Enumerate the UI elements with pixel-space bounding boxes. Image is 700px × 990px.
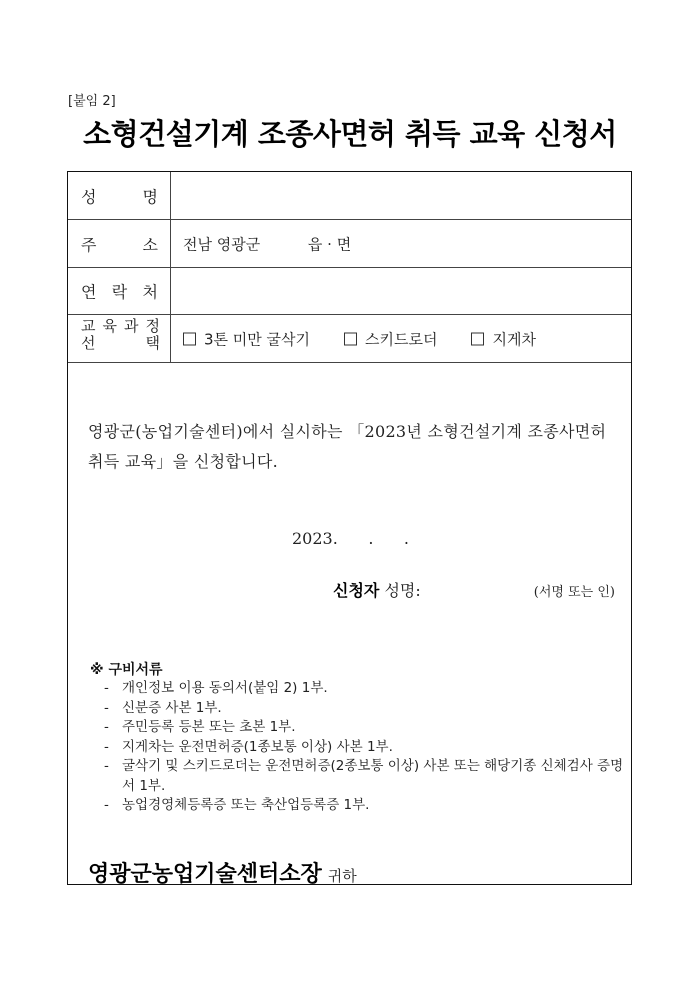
name-label <box>68 172 171 219</box>
list-item <box>104 796 631 816</box>
option-label: 3톤 미만 굴삭기 <box>204 330 311 348</box>
label-char: 성 <box>81 187 97 206</box>
document-item: 농업경영체등록증 또는 축산업등록증 1부. <box>122 797 370 813</box>
address-field[interactable]: 전남 영광군 읍 · 면 <box>183 235 352 253</box>
label-char: 연 <box>81 282 97 302</box>
document-item: 지게차는 운전면허증(1종보통 이상) 사본 1부. <box>122 738 393 755</box>
recipient-suffix: 귀하 <box>327 867 357 885</box>
label-char: 과 <box>124 317 139 335</box>
dash-bullet: - <box>104 738 109 755</box>
checkbox[interactable] <box>344 332 357 345</box>
option-label: 지게차 <box>492 330 536 348</box>
contact-row <box>68 268 631 315</box>
course-option-excavator[interactable] <box>183 328 310 349</box>
label-char: 육 <box>102 317 117 335</box>
label-char: 소 <box>142 235 158 254</box>
dash-bullet: - <box>104 680 109 696</box>
label-char: 주 <box>81 235 97 254</box>
applicant-signature-line <box>333 578 421 601</box>
address-label <box>68 220 171 267</box>
course-options <box>183 328 570 349</box>
applicant-name-label: 성명: <box>384 581 421 600</box>
signature-hint: (서명 또는 인) <box>533 585 615 600</box>
label-char: 명 <box>142 187 158 206</box>
document-item: 신분증 사본 1부. <box>122 699 222 716</box>
required-documents-heading: ※ 구비서류 <box>90 662 163 678</box>
option-label: 스키드로더 <box>365 330 438 348</box>
document-item: 주민등록 등본 또는 초본 1부. <box>122 719 296 735</box>
checkbox[interactable] <box>471 332 484 345</box>
recipient-name: 영광군농업기술센터소장 <box>88 861 322 887</box>
applicant-label: 신청자 <box>333 581 380 600</box>
checkbox[interactable] <box>183 332 196 345</box>
list-item <box>104 699 631 719</box>
label-char: 락 <box>111 282 128 302</box>
contact-label <box>68 268 171 314</box>
dash-bullet: - <box>104 758 109 774</box>
document-item: 굴삭기 및 스키드로더는 운전면허증(2종보통 이상) 사본 또는 해당기종 신체검사 증명서 1부. <box>122 758 624 794</box>
page-title: 소형건설기계 조종사면허 취득 교육 신청서 <box>83 117 617 151</box>
address-row <box>68 220 631 268</box>
dash-bullet: - <box>104 719 109 735</box>
list-item <box>104 718 631 738</box>
attachment-label: [붙임 2] <box>68 94 116 109</box>
label-char: 처 <box>142 282 158 302</box>
course-row <box>68 315 631 363</box>
label-char: 정 <box>145 317 160 335</box>
dash-bullet: - <box>104 699 109 716</box>
date-field[interactable]: 2023. . . <box>292 529 410 548</box>
required-documents-list <box>104 679 631 816</box>
name-row <box>68 172 631 220</box>
course-label <box>68 315 171 362</box>
dash-bullet: - <box>104 797 109 813</box>
label-char: 교 <box>81 317 96 335</box>
list-item <box>104 738 631 758</box>
label-char: 택 <box>145 334 160 352</box>
application-form <box>67 171 632 885</box>
document-item: 개인정보 이용 동의서(붙임 2) 1부. <box>122 680 328 696</box>
recipient-line <box>88 857 357 888</box>
statement-text: 영광군(농업기술센터)에서 실시하는 「2023년 소형건설기계 조종사면허 취득 교육」을 신청합니다. <box>88 422 607 471</box>
course-option-skid-loader[interactable] <box>344 328 437 349</box>
list-item <box>104 757 631 796</box>
course-option-forklift[interactable] <box>471 328 535 349</box>
label-char: 선 <box>81 334 96 352</box>
list-item <box>104 679 631 699</box>
